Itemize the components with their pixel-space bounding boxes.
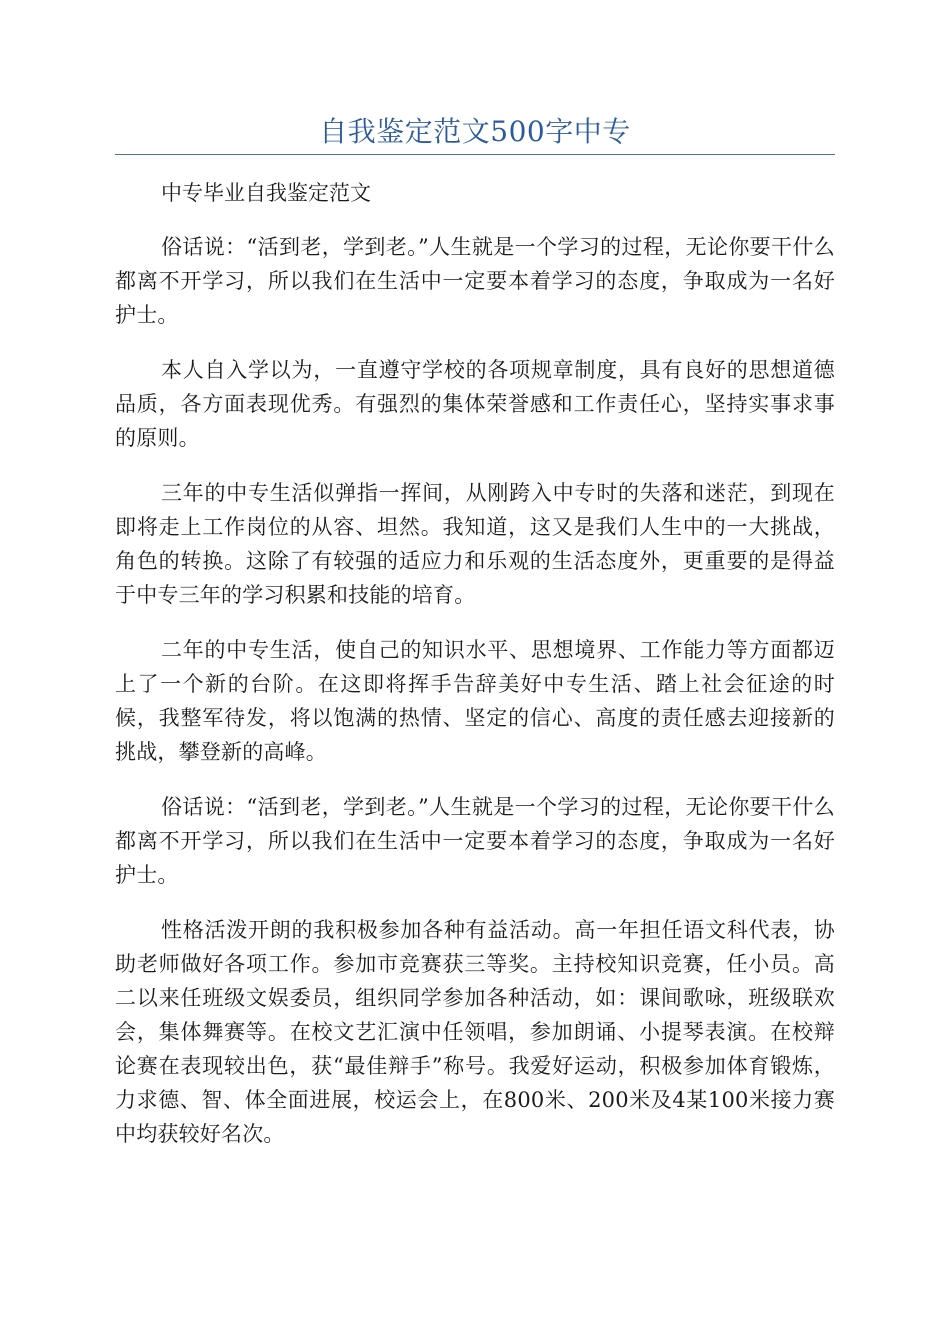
document-body	[115, 176, 835, 1172]
paragraph-1: 俗话说：“活到老，学到老。”人生就是一个学习的过程，无论你要干什么都离不开学习，所以我们在生活中一定要本着学习的态度，争取成为一名好护士。	[115, 235, 835, 327]
document-subtitle: 中专毕业自我鉴定范文	[161, 181, 371, 205]
paragraph-6: 性格活泼开朗的我积极参加各种有益活动。高一年担任语文科代表，协助老师做好各项工作。参加市竞赛获三等奖。主持校知识竞赛，任小员。高二以来任班级文娱委员，组织同学参加各种活动，如：课间歌咏，班级联欢会，集体舞赛等。在校文艺汇演中任领唱，参加朗诵、小提琴表演。在校辩论赛在表现较出色，获“最佳辩手”称号。我爱好运动，积极参加体育锻炼，力求德、智、体全面进展，校运会上，在800米、200米及4某100米接力赛中均获较好名次。	[115, 918, 835, 1146]
document-title: 自我鉴定范文500字中专	[319, 115, 631, 148]
title-underline	[115, 154, 835, 155]
paragraph-5: 俗话说：“活到老，学到老。”人生就是一个学习的过程，无论你要干什么都离不开学习，所以我们在生活中一定要本着学习的态度，争取成为一名好护士。	[115, 795, 835, 887]
paragraph-3: 三年的中专生活似弹指一挥间，从刚跨入中专时的失落和迷茫，到现在即将走上工作岗位的从容、坦然。我知道，这又是我们人生中的一大挑战，角色的转换。这除了有较强的适应力和乐观的生活态度外，更重要的是得益于中专三年的学习积累和技能的培育。	[115, 481, 835, 607]
paragraph-2: 本人自入学以为，一直遵守学校的各项规章制度，具有良好的思想道德品质，各方面表现优秀。有强烈的集体荣誉感和工作责任心，坚持实事求事的原则。	[115, 358, 835, 450]
paragraph-4: 二年的中专生活，使自己的知识水平、思想境界、工作能力等方面都迈上了一个新的台阶。在这即将挥手告辞美好中专生活、踏上社会征途的时候，我整军待发，将以饱满的热情、坚定的信心、高度的责任感去迎接新的挑战，攀登新的高峰。	[115, 638, 835, 764]
